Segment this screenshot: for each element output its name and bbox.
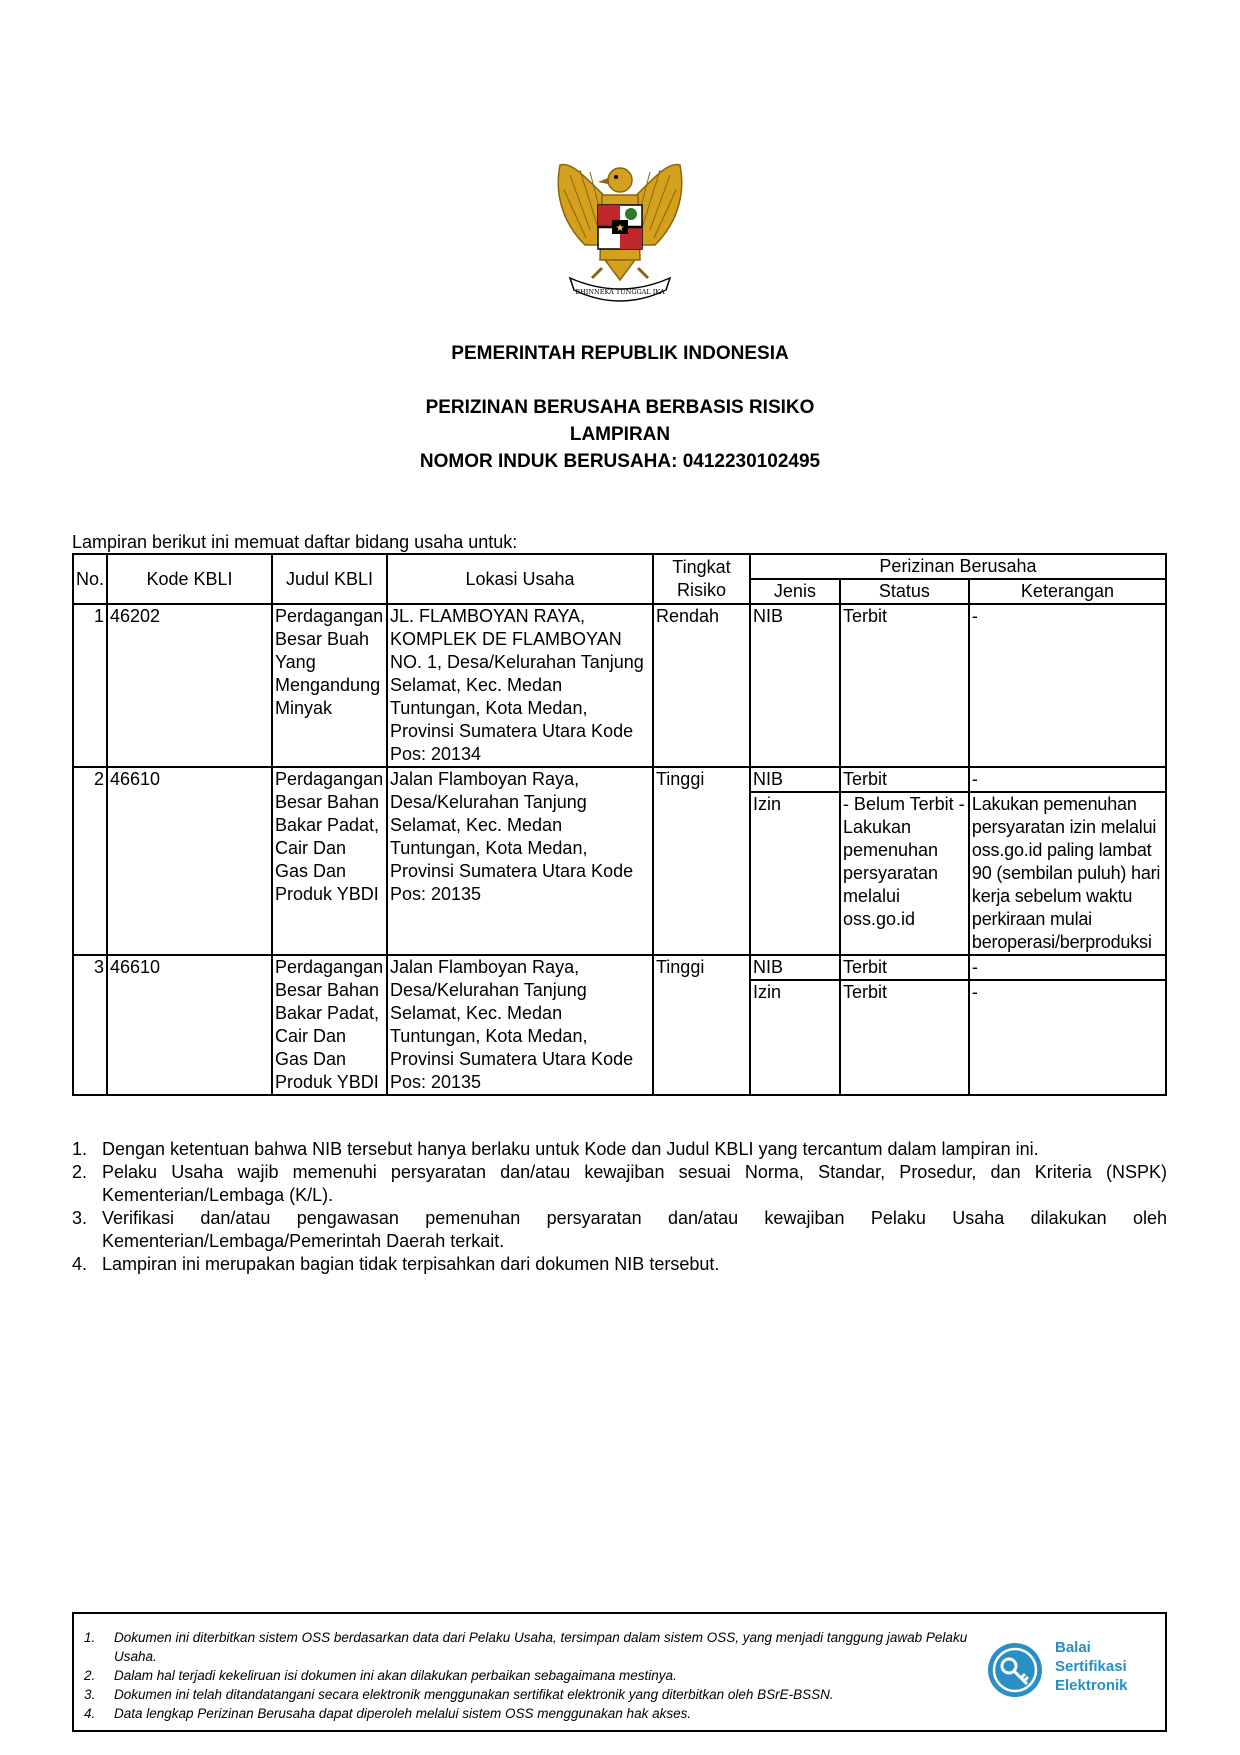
row-status: - Belum Terbit - Lakukan pemenuhan persyaratan melalui oss.go.id [840, 792, 969, 955]
garuda-pancasila-emblem [540, 150, 700, 310]
header-judul-kbli: Judul KBLI [272, 554, 387, 604]
list-item: 3. Verifikasi dan/atau pengawasan pemenuhan persyaratan dan/atau kewajiban Pelaku Usaha dilakukan oleh Kementerian/Lembaga/Pemerintah Daerah terkait. [72, 1208, 1167, 1251]
row-lokasi: JL. FLAMBOYAN RAYA, KOMPLEK DE FLAMBOYAN NO. 1, Desa/Kelurahan Tanjung Selamat, Kec. Medan Tuntungan, Kota Medan, Provinsi Sumatera Utara Kode Pos: 20134 [387, 604, 653, 767]
row-status: Terbit [840, 980, 969, 1095]
header-lokasi-usaha: Lokasi Usaha [387, 554, 653, 604]
emblem-motto: BHINNEKA TUNGGAL IKA [575, 288, 665, 296]
header-kode-kbli: Kode KBLI [107, 554, 272, 604]
header-no: No. [73, 554, 107, 604]
row-no: 3 [73, 955, 107, 1095]
bsre-key-icon [985, 1640, 1045, 1700]
business-fields-table [72, 553, 1167, 1096]
list-item: 2. Pelaku Usaha wajib memenuhi persyaratan dan/atau kewajiban sesuai Norma, Standar, Prosedur, dan Kriteria (NSPK) Kementerian/Lembaga (K/L). [72, 1162, 1167, 1205]
row-keterangan: - [969, 980, 1166, 1095]
row-kode: 46610 [107, 955, 272, 1095]
row-jenis: NIB [750, 955, 840, 980]
header-tingkat-risiko: Tingkat Risiko [653, 554, 750, 604]
government-title: PEMERINTAH REPUBLIK INDONESIA [451, 343, 789, 364]
document-subtitle: LAMPIRAN [569, 424, 671, 445]
row-jenis: Izin [750, 980, 840, 1095]
bsre-logo [985, 1632, 1145, 1706]
row-no: 2 [73, 767, 107, 955]
row-keterangan: - [969, 955, 1166, 980]
document-title: PERIZINAN BERUSAHA BERBASIS RISIKO [425, 397, 815, 418]
row-lokasi: Jalan Flamboyan Raya, Desa/Kelurahan Tanjung Selamat, Kec. Medan Tuntungan, Kota Medan, Provinsi Sumatera Utara Kode Pos: 20135 [387, 955, 653, 1095]
table-row [73, 604, 1166, 767]
conditions-list [72, 1138, 1167, 1276]
row-no: 1 [73, 604, 107, 767]
header-jenis: Jenis [750, 579, 840, 604]
row-jenis: NIB [750, 604, 840, 767]
footer-item: 3. Dokumen ini telah ditandatangani secara elektronik menggunakan sertifikat elektronik yang diterbitkan oleh BSrE-BSSN. [84, 1687, 834, 1702]
header-keterangan: Keterangan [969, 579, 1166, 604]
row-judul: Perdagangan Besar Bahan Bakar Padat, Cair Dan Gas Dan Produk YBDI [272, 767, 387, 955]
header-perizinan-berusaha: Perizinan Berusaha [750, 554, 1166, 579]
footer-item: 4. Data lengkap Perizinan Berusaha dapat diperoleh melalui sistem OSS menggunakan hak akses. [84, 1706, 692, 1721]
table-row [73, 955, 1166, 980]
row-kode: 46610 [107, 767, 272, 955]
row-judul: Perdagangan Besar Bahan Bakar Padat, Cair Dan Gas Dan Produk YBDI [272, 955, 387, 1095]
intro-text: Lampiran berikut ini memuat daftar bidang usaha untuk: [72, 532, 518, 552]
list-item: 1. Dengan ketentuan bahwa NIB tersebut hanya berlaku untuk Kode dan Judul KBLI yang tercantum dalam lampiran ini. [72, 1139, 1039, 1159]
footer-item: 1. Dokumen ini diterbitkan sistem OSS berdasarkan data dari Pelaku Usaha, tersimpan dalam sistem OSS, yang menjadi tanggung jawab Pelaku Usaha. [84, 1630, 968, 1664]
row-risiko: Tinggi [653, 767, 750, 955]
row-status: Terbit [840, 955, 969, 980]
row-risiko: Tinggi [653, 955, 750, 1095]
row-status: Terbit [840, 767, 969, 792]
row-jenis: Izin [750, 792, 840, 955]
row-keterangan: - [969, 604, 1166, 767]
footer-disclaimer-box [72, 1612, 1167, 1732]
nib-number: NOMOR INDUK BERUSAHA: 0412230102495 [419, 451, 821, 472]
row-keterangan: - [969, 767, 1166, 792]
row-lokasi: Jalan Flamboyan Raya, Desa/Kelurahan Tanjung Selamat, Kec. Medan Tuntungan, Kota Medan, Provinsi Sumatera Utara Kode Pos: 20135 [387, 767, 653, 955]
row-jenis: NIB [750, 767, 840, 792]
svg-text:★: ★ [615, 223, 625, 234]
row-keterangan: Lakukan pemenuhan persyaratan izin melalui oss.go.id paling lambat 90 (sembilan puluh) hari kerja sebelum waktu perkiraan mulai beroperasi/berproduksi [969, 792, 1166, 955]
row-judul: Perdagangan Besar Buah Yang Mengandung Minyak [272, 604, 387, 767]
header-status: Status [840, 579, 969, 604]
list-item: 4. Lampiran ini merupakan bagian tidak terpisahkan dari dokumen NIB tersebut. [72, 1254, 720, 1274]
row-kode: 46202 [107, 604, 272, 767]
table-row [73, 767, 1166, 792]
bsre-logo-text: Balai Sertifikasi Elektronik [1055, 1639, 1128, 1694]
row-status: Terbit [840, 604, 969, 767]
row-risiko: Rendah [653, 604, 750, 767]
footer-item: 2. Dalam hal terjadi kekeliruan isi dokumen ini akan dilakukan perbaikan sebagaimana mestinya. [84, 1668, 677, 1683]
